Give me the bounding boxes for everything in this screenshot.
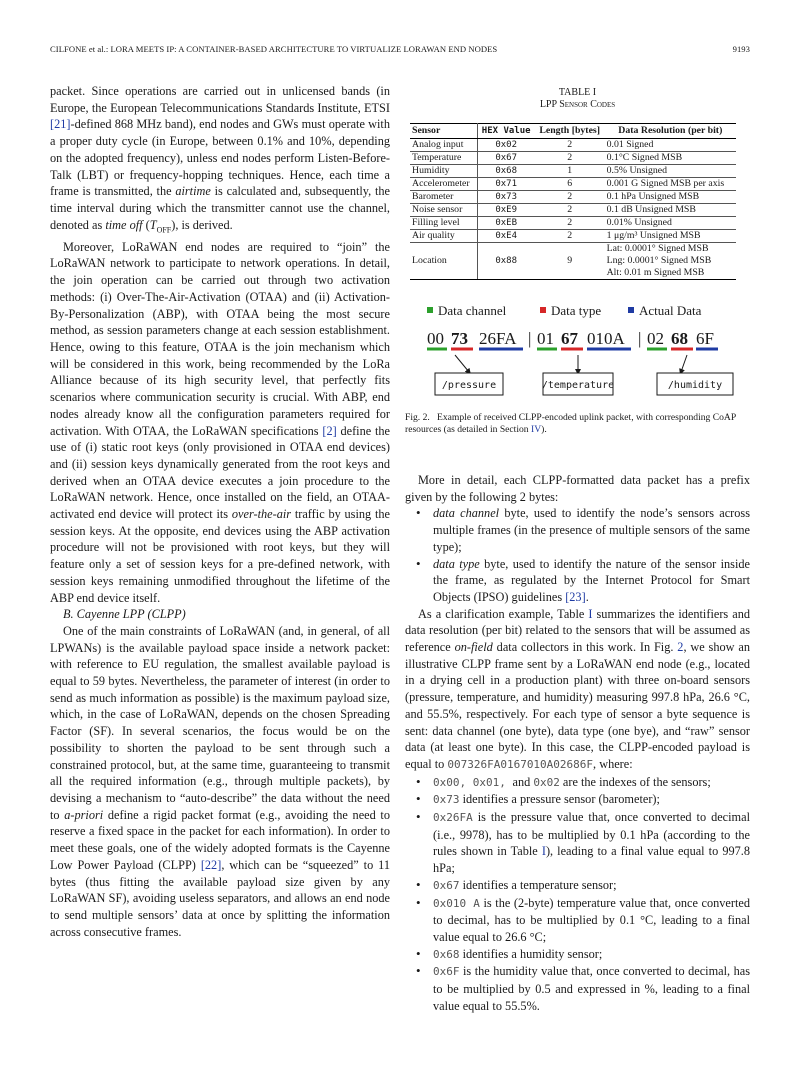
table-row: Noise sensor 0xE9 2 0.1 dB Unsigned MSB [410, 204, 736, 217]
table-caption: TABLE I LPP Sensor Codes [539, 87, 616, 110]
packet-separator: | [638, 329, 642, 348]
paragraph-join: Moreover, LoRaWAN end nodes are required to “join” the LoRaWAN network to participate to network operations. In detail, the join operation can be carried out through two activation methods: (i) Over-The-Air-Activation (OTAA) and (ii) Activation-By-Personalization (ABP), with OTAA being the most secure method, as session parameters change at each session establishment. Hence, owing to this feature, OTAA is the join mechanism which will be considered in this work, being recommended by the LoRa Alliance because of its high security level, that perfectly fits scenarios where communication security is crucial. With ABP, end nodes already know all the configuration parameters required for activation. With OTAA, the LoRaWAN specifications [2] define the use of (i) static root keys (only provisioned in OTAA end devices) and (ii) session keys dynamically generated from the root keys and derived when an OTAA device executes a join procedure to the LoRaWAN network. Hence, once installed on the field, an OTAA-activated end device will protect its over-the-air traffic by using the session keys. At the opposite, end devices using the ABP activation procedure will not be provisioned with root keys, but they will feature only a set of session keys for a pre-defined network, with session keys remaining unmodified throughout the lifetime of the ABP end device itself. [50, 239, 391, 605]
citation-2[interactable]: [2] [322, 423, 337, 438]
table-ref-i[interactable]: I [541, 844, 546, 859]
paragraph-clpp: One of the main constraints of LoRaWAN (and, in general, of all LPWANs) is the available payload space inside a network packet: with reference to EU regulation, the smallest available payload is equal to 59 bytes. Nevertheless, the parameter of interest (in order to send as much information as possible) is the maximum payload size, which, in the case of LoRaWAN, depends on the chosen Spreading Factor (SF). In several scenarios, the focus would be on the possibility to shorten the payload to be sent through such a constrained protocol, but, at the same time, guaranteeing to transmit all the required information (e.g., through multiple packets), by devising a mechanism to “auto-describe” the data without the need to a-priori define a rigid packet format (e.g., avoiding the need to reserve a fixed space in the packet for each information). In order to meet these goals, one of the widely adopted formats is the Cayenne Low Power Payload (CLPP) [22], which can be “squeezed” to 11 bytes (thus fitting the available payload size given by any LoRaWAN SF), avoiding useless separators, and allows an end node to send multiple sensors’ data at once by splitting the information across consecutive frames. [50, 623, 390, 939]
arrow [455, 355, 469, 372]
arrow [681, 355, 687, 372]
page-number: 9193 [732, 44, 750, 54]
list-item: • 0x010 A is the (2-byte) temperature value that, once converted to decimal, has to be multiplied by 0.1 °C, leading to a final value equal to 26.6 °C; [433, 895, 750, 946]
table-row: Humidity 0x68 1 0.5% Unsigned [410, 165, 736, 178]
table-row: Location 0x88 9 Lat: 0.0001° Signed MSB Lng: 0.0001° Signed MSB Alt: 0.01 m Signed MSB [410, 243, 736, 280]
citation-23[interactable]: [23] [565, 589, 586, 604]
list-item: • 0x67 identifies a temperature sensor; [433, 877, 750, 895]
payload-bullets [405, 774, 750, 1015]
running-header [50, 44, 750, 56]
list-item: • 0x6F is the humidity value that, once converted to decimal, has to be multiplied by 0.5 and expressed in %, leading to a final value equal to 55.5%. [433, 963, 750, 1014]
prefix-bullets [405, 505, 750, 605]
table-row: Analog input 0x02 2 0.01 Signed [410, 139, 736, 152]
right-column [405, 472, 750, 1015]
figure-ref-2[interactable]: 2 [677, 640, 684, 655]
paragraph-airtime: packet. Since operations are carried out in unlicensed bands (in Europe, the European Telecommunications Standards Institute, ETSI [21]-defined 868 MHz band), end nodes and GWs must operate with a proper duty cycle (in Europe, between 0.1% and 10%, depending on the adopted frequency), unless end nodes perform Listen-Before-Talk (LBT) or frequency-hopping techniques. Hence, each time a frame is transmitted, the airtime is calculated and, subsequently, the time interval during which the transmitter cannot use the channel, denoted as time off $(T_{OFF})$, is derived. [50, 84, 391, 235]
list-item: • 0x00, 0x01, and 0x02 are the indexes of the sensors; [433, 774, 750, 792]
running-header-title: CILFONE et al.: LORA MEETS IP: A CONTAINER-BASED ARCHITECTURE TO VIRTUALIZE LORAWAN END NODES [50, 44, 498, 54]
table-row: Temperature 0x67 2 0.1°C Signed MSB [410, 152, 736, 165]
section-ref-iv[interactable]: IV [531, 424, 542, 435]
legend-label: Data type [551, 303, 602, 318]
legend-label: Actual Data [639, 303, 702, 318]
table-row: Air quality 0xE4 2 1 μg/m³ Unsigned MSB [410, 230, 736, 243]
table-row: Accelerometer 0x71 6 0.001 G Signed MSB per axis [410, 178, 736, 191]
legend-swatch [427, 307, 433, 313]
lpp-sensor-table [410, 123, 736, 280]
section-heading: B. Cayenne LPP (CLPP) [63, 607, 186, 622]
figure-caption: Fig. 2. Example of received CLPP-encoded uplink packet, with corresponding CoAP resources (as detailed in Section IV). [405, 412, 736, 435]
packet-separator: | [528, 329, 532, 348]
legend-label: Data channel [438, 303, 507, 318]
packet-byte: 00 [427, 329, 444, 348]
table-row: Barometer 0x73 2 0.1 hPa Unsigned MSB [410, 191, 736, 204]
coap-resource-label: /humidity [667, 380, 723, 391]
packet-byte: 73 [451, 329, 468, 348]
citation-21[interactable]: [21] [50, 117, 71, 132]
table-header-row: Sensor HEX Value Length [bytes] Data Resolution (per bit) [410, 124, 736, 139]
citation-22[interactable]: [22] [200, 857, 222, 872]
table-row: Filling level 0xEB 2 0.01% Unsigned [410, 217, 736, 230]
legend-swatch [628, 307, 634, 313]
list-item: • 0x73 identifies a pressure sensor (barometer); [433, 791, 750, 809]
paragraph-example: As a clarification example, Table I summarizes the identifiers and data resolution (per bit) related to the sensors that will be assumed as reference on-field data collectors in this work. In Fig. 2, we show an illustrative CLPP frame sent by a LoRaWAN end node (e.g., located in a drying cell in a production plant) with three on-board sensors (pressure, temperature, and humidity) measuring 997.8 hPa, 26.6 °C, and 55.5%, respectively. For each type of sensor a byte sequence is sent: data channel (one byte), data type (one bye), and “raw” sensor data (at least one byte). In this case, the CLPP-encoded payload is equal to 007326FA0167010A02686F, where: [405, 606, 750, 771]
packet-byte: 68 [671, 329, 688, 348]
table-ref-i[interactable]: I [588, 606, 593, 621]
list-item: • 0x68 identifies a humidity sensor; [433, 946, 750, 964]
paragraph-prefix: More in detail, each CLPP-formatted data packet has a prefix given by the following 2 bytes: [405, 473, 750, 504]
legend-swatch [540, 307, 546, 313]
payload-code: 007326FA0167010A02686F [447, 757, 594, 771]
left-column [50, 83, 390, 940]
packet-byte: 02 [647, 329, 664, 348]
list-item: • data type byte, used to identify the nature of the sensor inside the frame, as regulated by the Internet Protocol for Smart Objects (IPSO) guidelines [23]. [433, 556, 750, 606]
packet-byte: 26FA [479, 329, 517, 348]
packet-byte: 6F [696, 329, 714, 348]
packet-byte: 010A [587, 329, 625, 348]
coap-resource-label: /pressure [441, 380, 497, 391]
coap-resource-label: /temperature [541, 380, 615, 391]
packet-byte: 67 [561, 329, 578, 348]
packet-byte: 01 [537, 329, 554, 348]
list-item: • data channel byte, used to identify the node’s sensors across multiple frames (in the presence of multiple sensors of the same type); [433, 505, 750, 555]
list-item: • 0x26FA is the pressure value that, once converted to decimal (i.e., 9978), has to be multiplied by 0.1 hPa (according to the rules shown in Table I), leading to a final value equal to 997.8 hPa; [433, 809, 750, 877]
